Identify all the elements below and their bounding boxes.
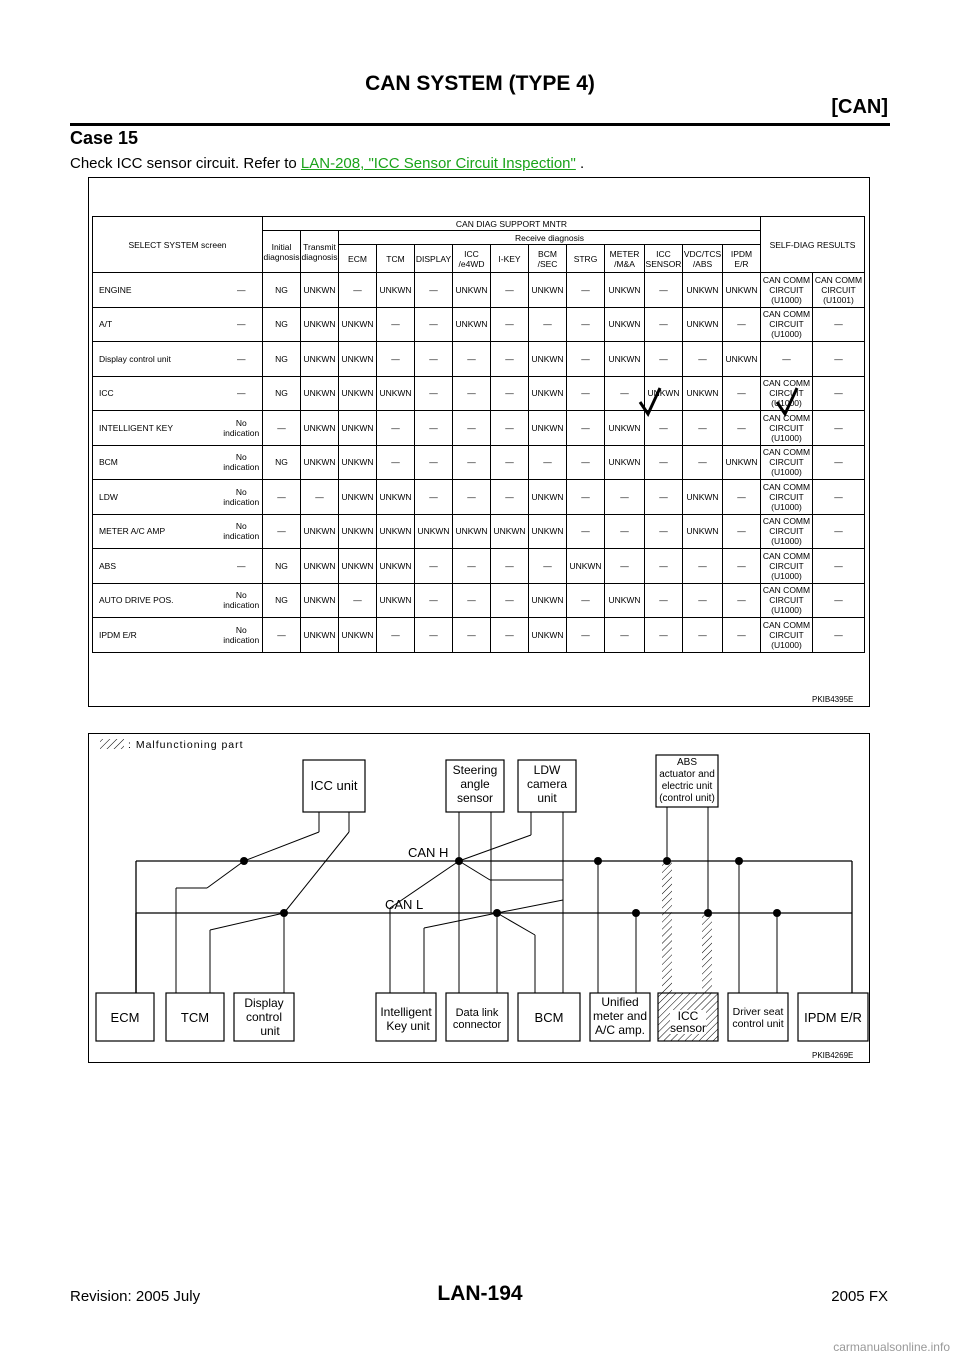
table-cell: UNKWN [605, 307, 645, 342]
table-cell: — [415, 411, 453, 446]
table-cell: UNKWN [605, 583, 645, 618]
col-header: STRG [567, 245, 605, 273]
table-cell: No indication [221, 583, 263, 618]
diagram-fig-id: PKIB4269E [812, 1051, 854, 1060]
table-cell: — [567, 583, 605, 618]
table-cell: — [377, 445, 415, 480]
table-cell: — [491, 583, 529, 618]
table-cell: — [723, 411, 761, 446]
table-cell: — [529, 445, 567, 480]
self-diag-cell: CAN COMM CIRCUIT (U1000) [761, 307, 813, 342]
abs-label-2: actuator and [659, 769, 715, 780]
table-cell: — [453, 549, 491, 584]
reference-link[interactable]: LAN-208, "ICC Sensor Circuit Inspection" [300, 155, 576, 172]
table-cell: — [415, 307, 453, 342]
table-cell: — [683, 583, 723, 618]
table-cell: — [415, 618, 453, 653]
col-header: ECM [339, 245, 377, 273]
table-cell: — [567, 514, 605, 549]
table-cell: — [567, 618, 605, 653]
table-cell: UNKWN [301, 273, 339, 308]
self-diag-cell: — [813, 342, 865, 377]
table-cell: — [605, 618, 645, 653]
table-cell: — [723, 549, 761, 584]
svg-text:Unified: Unified [601, 995, 639, 1009]
row-system-name: Display control unit [93, 342, 221, 377]
self-diag-cell: — [813, 618, 865, 653]
table-cell: — [567, 480, 605, 515]
select-system-header: SELECT SYSTEM screen [93, 217, 263, 273]
table-cell: — [645, 411, 683, 446]
page-number: LAN-194 [437, 1282, 523, 1305]
table-cell: — [567, 273, 605, 308]
abs-label-1: ABS [676, 757, 698, 768]
self-diag-cell: — [813, 411, 865, 446]
svg-text:meter and: meter and [592, 1009, 648, 1023]
table-cell: UNKWN [301, 342, 339, 377]
self-diag-cell: — [813, 307, 865, 342]
ldw-label-3: unit [537, 791, 557, 805]
table-cell: — [491, 342, 529, 377]
table-cell: UNKWN [605, 445, 645, 480]
table-cell: — [453, 411, 491, 446]
table-cell: UNKWN [377, 480, 415, 515]
ipdm-label: IPDM E/R [804, 1010, 862, 1025]
table-cell: — [605, 549, 645, 584]
table-cell: — [491, 376, 529, 411]
table-cell: — [723, 618, 761, 653]
table-cell: UNKWN [723, 445, 761, 480]
legend-label: : Malfunctioning part [128, 739, 244, 751]
table-cell: UNKWN [453, 273, 491, 308]
table-cell: — [723, 480, 761, 515]
case-title: Case 15 [70, 128, 139, 148]
table-cell: No indication [221, 411, 263, 446]
table-cell: — [377, 342, 415, 377]
self-diag-cell: — [813, 583, 865, 618]
table-cell: UNKWN [683, 307, 723, 342]
table-cell: — [453, 342, 491, 377]
table-cell: NG [263, 445, 301, 480]
table-cell: UNKWN [529, 411, 567, 446]
bcm-label: BCM [534, 1010, 564, 1025]
table-cell: — [567, 376, 605, 411]
table-cell: UNKWN [683, 376, 723, 411]
self-diag-cell: — [813, 514, 865, 549]
table-cell: — [221, 549, 263, 584]
col-header: BCM /SEC [529, 245, 567, 273]
col-header: I-KEY [491, 245, 529, 273]
table-cell: — [221, 342, 263, 377]
table-cell: — [339, 583, 377, 618]
table-cell: NG [263, 549, 301, 584]
page-header-title: CAN SYSTEM (TYPE 4) [365, 72, 595, 95]
table-cell: — [415, 376, 453, 411]
table-cell: — [645, 514, 683, 549]
table-cell: — [491, 307, 529, 342]
col-header: METER /M&A [605, 245, 645, 273]
row-system-name: BCM [93, 445, 221, 480]
can-h-label: CAN H [408, 845, 449, 860]
table-cell: UNKWN [567, 549, 605, 584]
table-cell: — [605, 376, 645, 411]
svg-text:control: control [245, 1010, 283, 1024]
table-cell: — [723, 583, 761, 618]
table-cell: UNKWN [377, 549, 415, 584]
table-cell: — [221, 273, 263, 308]
table-cell: UNKWN [529, 273, 567, 308]
section-tag: [CAN] [831, 96, 888, 118]
col-header: VDC/TCS /ABS [683, 245, 723, 273]
table-cell: — [645, 307, 683, 342]
self-diag-cell: CAN COMM CIRCUIT (U1000) [761, 445, 813, 480]
steering-label-3: sensor [456, 791, 494, 805]
table-cell: UNKWN [339, 480, 377, 515]
table-cell: — [645, 273, 683, 308]
table-cell: No indication [221, 445, 263, 480]
table-cell: — [683, 411, 723, 446]
table-cell: — [645, 445, 683, 480]
table-cell: NG [263, 376, 301, 411]
table-cell: UNKWN [301, 411, 339, 446]
table-cell: UNKWN [529, 583, 567, 618]
col-header: DISPLAY [415, 245, 453, 273]
self-diag-cell: CAN COMM CIRCUIT (U1000) [761, 273, 813, 308]
svg-text:sensor: sensor [669, 1021, 707, 1035]
col-header: ICC SENSOR [645, 245, 683, 273]
table-cell: — [491, 273, 529, 308]
self-diag-cell: — [813, 480, 865, 515]
table-cell: — [263, 411, 301, 446]
row-system-name: ICC [93, 376, 221, 411]
ldw-label-2: camera [526, 777, 568, 791]
table-cell: — [453, 376, 491, 411]
table-cell: UNKWN [529, 618, 567, 653]
table-cell: — [567, 342, 605, 377]
self-diag-cell: — [813, 376, 865, 411]
table-cell: UNKWN [339, 376, 377, 411]
svg-text:control unit: control unit [732, 1018, 784, 1030]
table-cell: UNKWN [339, 514, 377, 549]
row-system-name: METER A/C AMP [93, 514, 221, 549]
table-cell: — [683, 342, 723, 377]
table-cell: — [453, 480, 491, 515]
self-diag-header: SELF-DIAG RESULTS [761, 217, 865, 273]
table-cell: UNKWN [723, 273, 761, 308]
table-cell: UNKWN [529, 376, 567, 411]
table-cell: — [415, 480, 453, 515]
table-cell: — [683, 549, 723, 584]
table-cell: UNKWN [339, 618, 377, 653]
table-cell: No indication [221, 514, 263, 549]
self-diag-cell: — [813, 445, 865, 480]
table-cell: UNKWN [377, 583, 415, 618]
svg-text:ICC: ICC [677, 1009, 699, 1023]
ecm-label: ECM [110, 1010, 140, 1025]
self-diag-cell: CAN COMM CIRCUIT (U1000) [761, 376, 813, 411]
table-cell: UNKWN [645, 376, 683, 411]
table-cell: NG [263, 273, 301, 308]
row-system-name: LDW [93, 480, 221, 515]
svg-text:Intelligent: Intelligent [380, 1005, 432, 1019]
table-cell: UNKWN [377, 514, 415, 549]
table-cell: — [645, 549, 683, 584]
table-cell: — [723, 376, 761, 411]
table-cell: UNKWN [529, 480, 567, 515]
table-cell: — [415, 583, 453, 618]
svg-text:A/C amp.: A/C amp. [594, 1023, 646, 1037]
steering-label-1: Steering [452, 763, 498, 777]
table-cell: — [377, 618, 415, 653]
table-cell: UNKWN [301, 514, 339, 549]
table-cell: — [723, 307, 761, 342]
table-cell: UNKWN [723, 342, 761, 377]
self-diag-cell: — [813, 549, 865, 584]
table-cell: UNKWN [339, 307, 377, 342]
table-cell: — [415, 273, 453, 308]
table-cell: UNKWN [605, 273, 645, 308]
table-cell: — [491, 480, 529, 515]
table-cell: UNKWN [301, 376, 339, 411]
table-cell: UNKWN [339, 411, 377, 446]
table-cell: — [415, 445, 453, 480]
table-cell: No indication [221, 480, 263, 515]
row-system-name: IPDM E/R [93, 618, 221, 653]
table-cell: — [491, 549, 529, 584]
table-cell: — [415, 342, 453, 377]
table-cell: — [683, 618, 723, 653]
table-cell: UNKWN [377, 376, 415, 411]
steering-label-2: angle [460, 777, 490, 791]
table-cell: — [263, 514, 301, 549]
table-cell: UNKWN [301, 445, 339, 480]
row-system-name: AUTO DRIVE POS. [93, 583, 221, 618]
table-cell: NG [263, 307, 301, 342]
table-cell: — [645, 583, 683, 618]
table-cell: — [605, 480, 645, 515]
table-cell: — [723, 514, 761, 549]
table-cell: — [645, 618, 683, 653]
table-cell: — [263, 618, 301, 653]
receive-diag-header: Receive diagnosis [339, 231, 761, 245]
row-system-name: ABS [93, 549, 221, 584]
table-cell: — [453, 583, 491, 618]
col-header: Transmit diagnosis [301, 231, 339, 273]
table-cell: — [567, 307, 605, 342]
table-cell: UNKWN [453, 307, 491, 342]
table-cell: UNKWN [529, 514, 567, 549]
self-diag-cell: CAN COMM CIRCUIT (U1000) [761, 583, 813, 618]
table-cell: — [263, 480, 301, 515]
tcm-label: TCM [180, 1010, 210, 1025]
svg-text:connector: connector [452, 1019, 502, 1031]
self-diag-cell: CAN COMM CIRCUIT (U1000) [761, 411, 813, 446]
icc-unit-label: ICC unit [310, 778, 358, 793]
svg-text:Key unit: Key unit [386, 1019, 430, 1033]
table-cell: — [567, 411, 605, 446]
table-cell: UNKWN [415, 514, 453, 549]
table-cell: — [377, 307, 415, 342]
table-cell: — [415, 549, 453, 584]
table-cell: No indication [221, 618, 263, 653]
hatch-legend-icon [100, 739, 124, 749]
table-cell: UNKWN [301, 549, 339, 584]
self-diag-cell: — [761, 342, 813, 377]
table-cell: NG [263, 583, 301, 618]
table-cell: — [645, 342, 683, 377]
self-diag-cell: CAN COMM CIRCUIT (U1000) [761, 480, 813, 515]
table-cell: — [491, 618, 529, 653]
self-diag-cell: CAN COMM CIRCUIT (U1000) [761, 618, 813, 653]
table-cell: — [529, 307, 567, 342]
table-cell: UNKWN [339, 549, 377, 584]
table-cell: UNKWN [301, 583, 339, 618]
table-cell: UNKWN [339, 445, 377, 480]
table-cell: — [683, 445, 723, 480]
row-system-name: ENGINE [93, 273, 221, 308]
revision-text: Revision: 2005 July [70, 1288, 201, 1305]
svg-text:Driver seat: Driver seat [732, 1006, 784, 1018]
table-cell: UNKWN [339, 342, 377, 377]
table-cell: UNKWN [529, 342, 567, 377]
table-cell: — [529, 549, 567, 584]
row-system-name: INTELLIGENT KEY [93, 411, 221, 446]
abs-label-3: electric unit [661, 781, 713, 792]
col-header: Initial diagnosis [263, 231, 301, 273]
ldw-label-1: LDW [533, 763, 561, 777]
table-cell: — [453, 445, 491, 480]
table-cell: UNKWN [683, 514, 723, 549]
col-header: IPDM E/R [723, 245, 761, 273]
self-diag-cell: CAN COMM CIRCUIT (U1001) [813, 273, 865, 308]
table-cell: — [301, 480, 339, 515]
svg-text:Display: Display [244, 996, 284, 1010]
model-text: 2005 FX [831, 1288, 888, 1305]
table-fig-id: PKIB4395E [812, 695, 854, 704]
table-cell: UNKWN [301, 307, 339, 342]
self-diag-cell: CAN COMM CIRCUIT (U1000) [761, 549, 813, 584]
svg-text:unit: unit [260, 1024, 280, 1038]
can-l-label: CAN L [385, 897, 424, 912]
table-cell: UNKWN [605, 411, 645, 446]
table-cell: — [221, 307, 263, 342]
row-system-name: A/T [93, 307, 221, 342]
table-cell: — [605, 514, 645, 549]
table-cell: UNKWN [683, 273, 723, 308]
table-cell: — [221, 376, 263, 411]
table-cell: — [377, 411, 415, 446]
table-cell: UNKWN [453, 514, 491, 549]
table-cell: UNKWN [491, 514, 529, 549]
table-cell: UNKWN [605, 342, 645, 377]
table-cell: — [491, 411, 529, 446]
col-header: ICC /e4WD [453, 245, 491, 273]
table-cell: UNKWN [683, 480, 723, 515]
svg-text:Data link: Data link [455, 1007, 499, 1019]
can-diag-header: CAN DIAG SUPPORT MNTR [263, 217, 761, 231]
abs-label-4: (control unit) [659, 793, 715, 804]
table-cell: — [453, 618, 491, 653]
table-cell: UNKWN [377, 273, 415, 308]
watermark: carmanualsonline.info [833, 1340, 950, 1354]
table-cell: NG [263, 342, 301, 377]
table-cell: — [491, 445, 529, 480]
col-header: TCM [377, 245, 415, 273]
table-cell: — [339, 273, 377, 308]
self-diag-cell: CAN COMM CIRCUIT (U1000) [761, 514, 813, 549]
table-cell: UNKWN [301, 618, 339, 653]
table-cell: — [645, 480, 683, 515]
instruction-text: Check ICC sensor circuit. Refer to LAN-208, "ICC Sensor Circuit Inspection" . [70, 155, 585, 172]
table-cell: — [567, 445, 605, 480]
